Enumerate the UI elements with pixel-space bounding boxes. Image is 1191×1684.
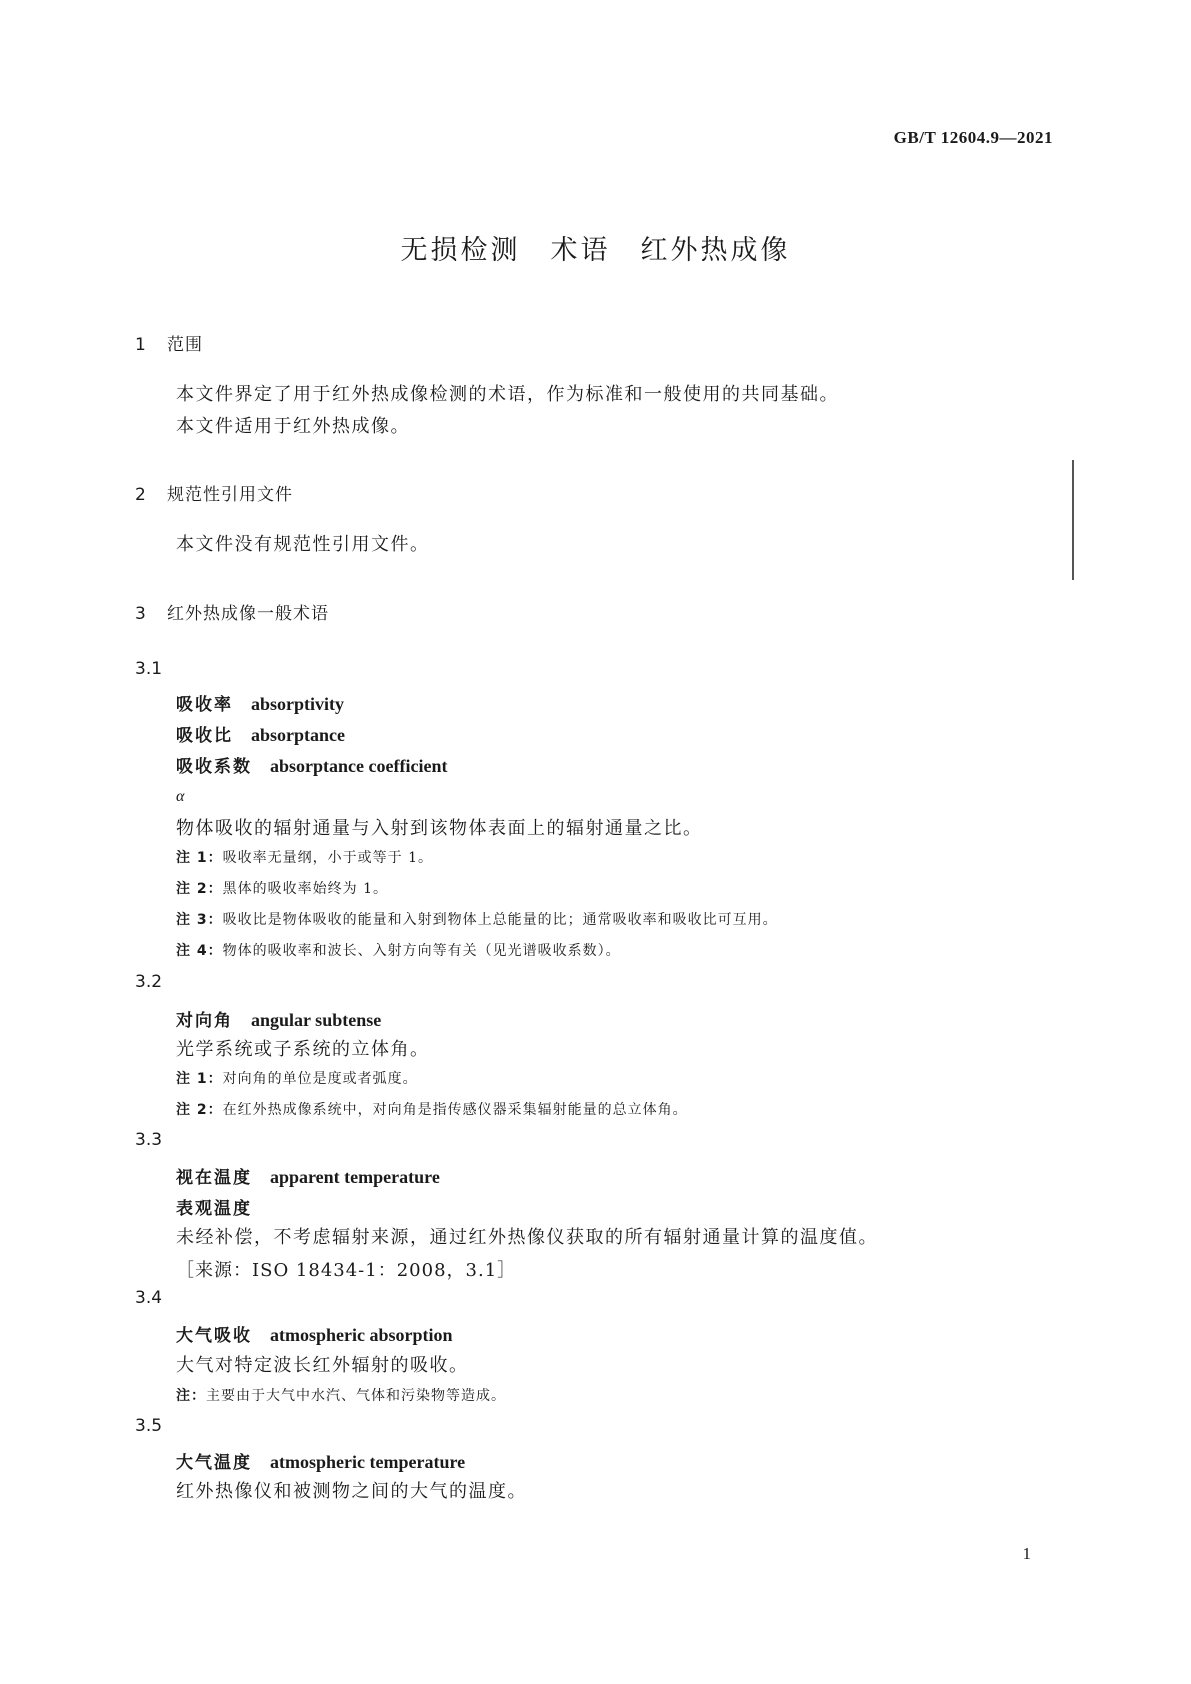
- note-label: 注 2：: [176, 881, 223, 897]
- section-1-heading: [135, 330, 203, 355]
- paragraph: 本文件没有规范性引用文件。: [176, 534, 430, 555]
- note: [176, 878, 388, 898]
- source-reference: ［来源：ISO 18434-1：2008，3.1］: [176, 1260, 517, 1281]
- section-number: 1: [135, 335, 147, 355]
- term-definition: 大气对特定波长红外辐射的吸收。: [176, 1355, 469, 1376]
- note-label: 注 1：: [176, 1071, 223, 1087]
- note-label: 注：: [176, 1388, 206, 1404]
- section-number: 3: [135, 604, 147, 624]
- term-entry: [176, 752, 447, 777]
- note-text: 吸收比是物体吸收的能量和入射到物体上总能量的比；通常吸收率和吸收比可互用。: [222, 912, 778, 928]
- term-entry: [176, 1163, 440, 1188]
- section-2-heading: [135, 480, 293, 505]
- term-entry: [176, 1006, 381, 1031]
- section-title: 范围: [167, 335, 203, 355]
- page-number: 1: [1022, 1544, 1031, 1563]
- clause-number: 3.5: [135, 1416, 163, 1436]
- note: [176, 1099, 688, 1119]
- term-en: absorptivity: [251, 694, 345, 714]
- section-3-heading: [135, 599, 329, 624]
- term-entry: [176, 1448, 465, 1473]
- term-entry: [176, 721, 345, 746]
- term-definition: 红外热像仪和被测物之间的大气的温度。: [176, 1481, 527, 1502]
- note-text: 物体的吸收率和波长、入射方向等有关（见光谱吸收系数）。: [222, 943, 621, 959]
- section-title: 规范性引用文件: [167, 485, 293, 505]
- term-zh: 吸收率: [176, 695, 233, 715]
- note-label: 注 4：: [176, 943, 223, 959]
- term-definition: 物体吸收的辐射通量与入射到该物体表面上的辐射通量之比。: [176, 818, 703, 839]
- note: [176, 847, 433, 867]
- note: [176, 1385, 506, 1405]
- term-entry: [176, 690, 344, 715]
- note-label: 注 1：: [176, 850, 223, 866]
- note: [176, 1068, 418, 1088]
- term-entry: [176, 1321, 453, 1346]
- section-title: 红外热成像一般术语: [167, 604, 329, 624]
- term-definition: 光学系统或子系统的立体角。: [176, 1039, 430, 1060]
- section-number: 2: [135, 485, 147, 505]
- term-zh: 大气吸收: [176, 1326, 252, 1346]
- document-title: 无损检测 术语 红外热成像: [400, 235, 791, 266]
- term-en: atmospheric temperature: [270, 1452, 466, 1472]
- paragraph: 本文件界定了用于红外热成像检测的术语，作为标准和一般使用的共同基础。: [176, 384, 839, 405]
- term-en: atmospheric absorption: [270, 1325, 453, 1345]
- clause-number: 3.4: [135, 1288, 163, 1308]
- note-text: 在红外热成像系统中，对向角是指传感仪器采集辐射能量的总立体角。: [222, 1102, 688, 1118]
- term-en: apparent temperature: [270, 1167, 440, 1187]
- note-text: 黑体的吸收率始终为 1。: [222, 881, 388, 897]
- term-zh: 对向角: [176, 1011, 233, 1031]
- term-symbol: α: [176, 788, 185, 805]
- term-entry: [176, 1194, 252, 1219]
- term-zh: 大气温度: [176, 1453, 252, 1473]
- clause-number: 3.3: [135, 1130, 163, 1150]
- note-label: 注 3：: [176, 912, 223, 928]
- term-zh: 视在温度: [176, 1168, 252, 1188]
- paragraph: 本文件适用于红外热成像。: [176, 416, 410, 437]
- term-definition: 未经补偿，不考虑辐射来源，通过红外热像仪获取的所有辐射通量计算的温度值。: [176, 1227, 878, 1248]
- margin-change-bar: [1072, 460, 1074, 580]
- note: [176, 909, 778, 929]
- clause-number: 3.1: [135, 659, 163, 679]
- term-en: absorptance: [251, 725, 345, 745]
- standard-number: GB/T 12604.9—2021: [893, 128, 1053, 147]
- term-zh: 吸收系数: [176, 757, 252, 777]
- term-en: angular subtense: [251, 1010, 382, 1030]
- note-text: 吸收率无量纲，小于或等于 1。: [222, 850, 433, 866]
- note: [176, 940, 621, 960]
- note-text: 对向角的单位是度或者弧度。: [222, 1071, 418, 1087]
- term-en: absorptance coefficient: [270, 756, 448, 776]
- term-zh: 表观温度: [176, 1199, 252, 1219]
- note-label: 注 2：: [176, 1102, 223, 1118]
- clause-number: 3.2: [135, 972, 163, 992]
- term-zh: 吸收比: [176, 726, 233, 746]
- note-text: 主要由于大气中水汽、气体和污染物等造成。: [206, 1388, 506, 1404]
